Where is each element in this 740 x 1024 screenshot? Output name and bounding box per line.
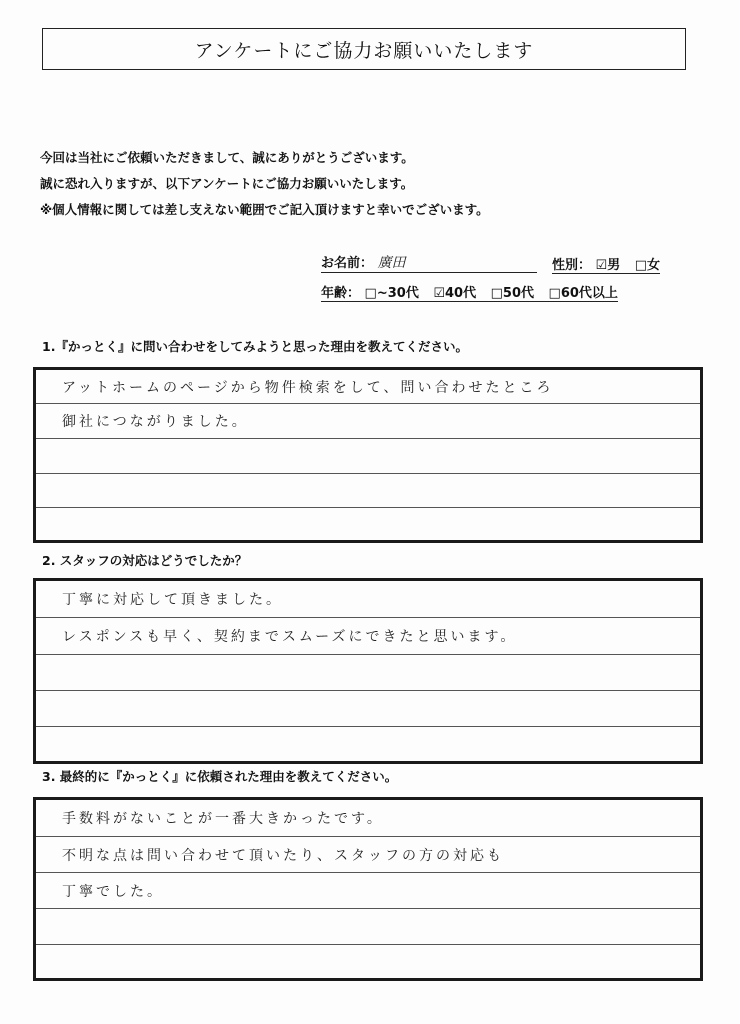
gender-field xyxy=(552,254,660,274)
gender-label: 性別： xyxy=(552,258,592,273)
question-3-label: 3. 最終的に『かっとく』に依頼された理由を教えてください。 xyxy=(42,769,398,784)
age-label: 年齢： xyxy=(321,286,361,301)
age-40-checkbox[interactable]: ☑40代 xyxy=(433,286,477,301)
answer-line: レスポンスも早く、契約までスムーズにできたと思います。 xyxy=(62,629,518,645)
age-field xyxy=(321,282,618,302)
gender-female-checkbox[interactable]: □女 xyxy=(634,258,661,273)
answer-2-box[interactable] xyxy=(33,578,703,764)
answer-line: 丁寧に対応して頂きました。 xyxy=(62,592,283,608)
intro-line-3: ※個人情報に関しては差し支えない範囲でご記入頂けますと幸いでございます。 xyxy=(40,202,489,217)
name-field[interactable] xyxy=(321,252,537,273)
gender-male-checkbox[interactable]: ☑男 xyxy=(595,258,621,273)
age-50-checkbox[interactable]: □50代 xyxy=(490,286,535,301)
name-value: 廣田 xyxy=(377,255,406,271)
question-2-label: 2. スタッフの対応はどうでしたか？ xyxy=(42,553,248,568)
question-1-label: 1.『かっとく』に問い合わせをしてみようと思った理由を教えてください。 xyxy=(42,339,468,354)
age-60-checkbox[interactable]: □60代以上 xyxy=(548,286,618,301)
name-label: お名前： xyxy=(321,256,374,271)
answer-line: アットホームのページから物件検索をして、問い合わせたところ xyxy=(62,379,554,396)
answer-line: 手数料がないことが一番大きかったです。 xyxy=(62,811,384,827)
survey-title: アンケートにご協力お願いいたします xyxy=(42,28,686,70)
intro-line-1: 今回は当社にご依頼いただきまして、誠にありがとうございます。 xyxy=(40,150,414,165)
answer-1-box[interactable] xyxy=(33,367,703,543)
answer-line: 丁寧でした。 xyxy=(62,883,164,900)
answer-line: 不明な点は問い合わせて頂いたり、スタッフの方の対応も xyxy=(62,847,504,864)
answer-line: 御社につながりました。 xyxy=(62,414,249,430)
answer-3-box[interactable] xyxy=(33,797,703,981)
age-30-checkbox[interactable]: □~30代 xyxy=(364,286,419,301)
intro-line-2: 誠に恐れ入りますが、以下アンケートにご協力お願いいたします。 xyxy=(40,176,414,191)
